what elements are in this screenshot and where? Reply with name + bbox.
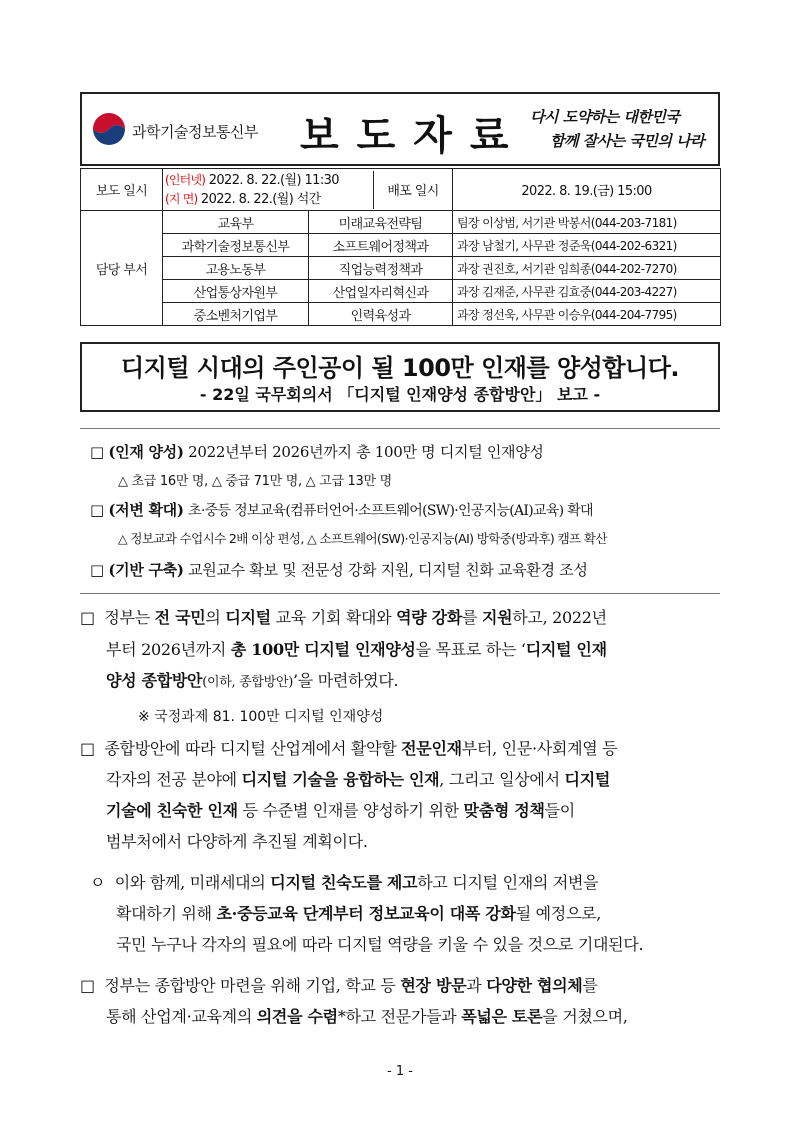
paper-time: 2022. 8. 22.(월) 석간	[200, 191, 321, 207]
text: ’을 마련하였다.	[292, 671, 399, 690]
text-bold: 다양한 협의체	[486, 976, 583, 995]
release-label: 보도 일시	[81, 169, 163, 211]
text-bold: 초·중등교육 단계부터 정보교육이 대폭 강화	[216, 904, 516, 923]
text: 종합방안에 따라 디지털 산업계에서 활약할	[104, 739, 402, 758]
bullet-square: □	[80, 608, 95, 627]
dept-ministry: 과학기술정보통신부	[163, 234, 309, 257]
summary-divider-top	[80, 428, 720, 429]
dept-contact: 과장 김재준, 사무관 김효중(044-203-4227)	[453, 280, 721, 303]
paragraph-1-line-2	[106, 642, 607, 658]
dept-team: 직업능력정책과	[309, 257, 453, 280]
text-bold: 디지털 기술을 융합하는 인재	[241, 770, 440, 789]
text-bold: 디지털 친숙도를 제고	[270, 873, 418, 892]
summary-text: 2022년부터 2026년까지 총 100만 명 디지털 인재양성	[188, 443, 544, 461]
text-bold: 전문인재	[401, 739, 462, 758]
paragraph-4-line-1	[80, 978, 598, 994]
text: 정부는 종합방안 마련을 위해 기업, 학교 등	[104, 976, 401, 995]
paragraph-2-line-2	[106, 772, 610, 788]
bullet-circle: ㅇ	[90, 873, 106, 892]
bullet-square: □	[80, 739, 95, 758]
text-bold: 총 100만 디지털 인재양성	[230, 640, 416, 659]
summary-item-2	[90, 499, 593, 520]
document-title: 보도자료	[300, 112, 527, 159]
text: 등 수준별 인재를 양성하기 위한	[237, 801, 464, 820]
dept-team: 산업일자리혁신과	[309, 280, 453, 303]
text-bold: 전 국민	[154, 608, 206, 627]
text-bold: 기술에 친숙한 인재	[106, 801, 238, 820]
paragraph-3-line-3: 국민 누구나 각자의 필요에 따라 디지털 역량을 키울 수 있을 것으로 기대된다.	[116, 935, 644, 954]
text-small: (이하, 종합방안)	[202, 675, 293, 690]
text-bold: 폭넓은 토론	[461, 1007, 543, 1026]
text: 부터 2026년까지	[106, 640, 231, 659]
summary-head: (기반 구축)	[108, 561, 184, 579]
text: 를	[462, 608, 482, 627]
government-emblem-icon	[92, 112, 126, 146]
dept-contact: 팀장 이상범, 서기관 박봉서(044-203-7181)	[453, 211, 721, 234]
text: 확대하기 위해	[116, 904, 217, 923]
dept-team: 소프트웨어정책과	[309, 234, 453, 257]
text: 통해 산업계·교육계의	[106, 1007, 257, 1026]
paragraph-4-line-2	[106, 1009, 628, 1025]
ministry-name: 과학기술정보통신부	[132, 123, 258, 141]
summary-item-3	[90, 559, 588, 580]
text: 과	[466, 976, 487, 995]
summary-sub-2: △ 정보교과 수업시수 2배 이상 편성, △ 소프트웨어(SW)·인공지능(AI) 방학중(방과후) 캠프 확산	[118, 531, 607, 546]
text-bold: 역량 강화	[396, 608, 462, 627]
paragraph-1-line-1	[80, 610, 607, 626]
text-bold: 의견을 수렴	[256, 1007, 338, 1026]
text-bold: 디지털	[564, 770, 611, 789]
text-bold: 디지털	[225, 608, 271, 627]
dept-contact: 과장 권진호, 서기관 임희종(044-202-7270)	[453, 257, 721, 280]
text-bold: 양성 종합방안	[106, 671, 203, 690]
text: 하고 디지털 인재의 저변을	[417, 873, 599, 892]
dept-label: 담당 부서	[81, 211, 163, 326]
text: 부터, 인문·사회계열 등	[461, 739, 618, 758]
text: 정부는	[104, 608, 155, 627]
dept-team: 미래교육전략팀	[309, 211, 453, 234]
internet-tag: (인터넷)	[165, 172, 206, 187]
text: 을 목표로 하는 ‘	[415, 640, 526, 659]
release-info-table	[80, 168, 721, 326]
slogan-line-1: 다시 도약하는 대한민국	[530, 108, 680, 126]
text: *하고 전문가들과	[337, 1007, 462, 1026]
dept-team: 인력육성과	[309, 303, 453, 326]
text: , 그리고 일상에서	[439, 770, 565, 789]
text: 교육 기회 확대와	[270, 608, 397, 627]
paper-tag: (지 면)	[165, 191, 198, 206]
text: 의	[205, 608, 226, 627]
footnote-national-task: ※ 국정과제 81. 100만 디지털 인재양성	[138, 709, 384, 725]
text: 각자의 전공 분야에	[106, 770, 242, 789]
dept-ministry: 교육부	[163, 211, 309, 234]
paragraph-2-line-3	[106, 803, 575, 819]
dept-ministry: 중소벤처기업부	[163, 303, 309, 326]
dept-ministry: 산업통상자원부	[163, 280, 309, 303]
text: 를	[582, 976, 598, 995]
dept-contact: 과장 남철기, 사무관 정준욱(044-202-6321)	[453, 234, 721, 257]
paragraph-3-line-1	[90, 875, 598, 891]
bullet-square: □	[80, 976, 95, 995]
text: 하고, 2022년	[512, 608, 607, 627]
bullet-square: □	[90, 443, 104, 461]
bullet-square: □	[90, 561, 104, 579]
paragraph-3-line-2	[116, 906, 601, 922]
internet-time: 2022. 8. 22.(월) 11:30	[208, 172, 339, 188]
page-number: - 1 -	[387, 1064, 413, 1079]
text: 들이	[544, 801, 575, 820]
bullet-square: □	[90, 501, 104, 519]
text-bold: 지원	[481, 608, 513, 627]
text-bold: 맞춤형 정책	[463, 801, 545, 820]
text: 을 거쳤으며,	[542, 1007, 628, 1026]
text-bold: 디지털 인재	[525, 640, 607, 659]
subheadline: - 22일 국무회의서 「디지털 인재양성 종합방안」 보고 -	[199, 385, 601, 404]
summary-divider-bottom	[80, 593, 720, 594]
dept-ministry: 고용노동부	[163, 257, 309, 280]
paragraph-1-line-3	[106, 673, 398, 689]
dept-contact: 과장 정선욱, 사무관 이승우(044-204-7795)	[453, 303, 721, 326]
dist-label: 배포 일시	[373, 171, 452, 209]
summary-text: 교원교수 확보 및 전문성 강화 지원, 디지털 친화 교육환경 조성	[188, 561, 588, 579]
paragraph-2-line-4: 범부처에서 다양하게 추진될 계획이다.	[106, 832, 368, 851]
text-bold: 현장 방문	[400, 976, 467, 995]
headline: 디지털 시대의 주인공이 될 100만 인재를 양성합니다.	[120, 354, 680, 382]
text: 될 예정으로,	[515, 904, 602, 923]
summary-head: (인재 양성)	[108, 443, 184, 461]
paragraph-2-line-1	[80, 741, 617, 757]
dist-time: 2022. 8. 19.(금) 15:00	[453, 169, 721, 211]
summary-item-1	[90, 441, 544, 462]
summary-text: 초·중등 정보교육(컴퓨터언어·소프트웨어(SW)·인공지능(AI)교육) 확대	[188, 503, 593, 519]
text: 이와 함께, 미래세대의	[114, 873, 271, 892]
release-times	[163, 169, 453, 211]
summary-head: (저변 확대)	[108, 501, 184, 519]
slogan-line-2: 함께 잘사는 국민의 나라	[550, 132, 705, 150]
summary-sub-1: △ 초급 16만 명, △ 중급 71만 명, △ 고급 13만 명	[118, 474, 392, 489]
